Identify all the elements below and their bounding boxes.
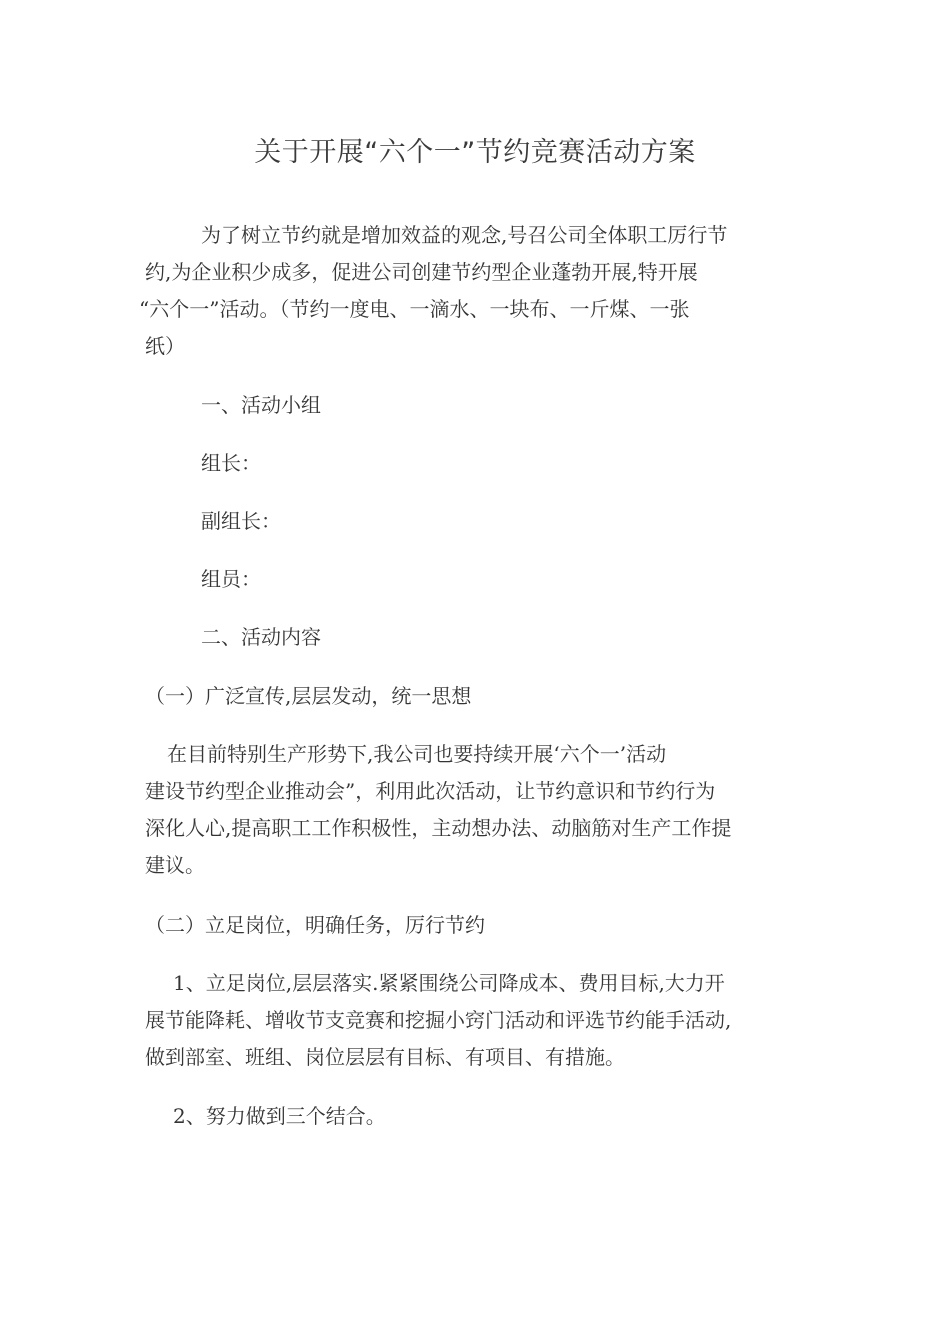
deputy-leader-label: 副组长： [201,509,281,533]
sub2-item1-line-2: 展节能降耗、增收节支竞赛和挖掘小窍门活动和评选节约能手活动, [145,1008,732,1032]
subsection-1-paragraph [145,736,805,884]
sub2-item1-line-3: 做到部室、班组、岗位层层有目标、有项目、有措施。 [145,1045,625,1069]
section-2-heading: 二、活动内容 [201,625,321,649]
subsection-2-item-2: 2、努力做到三个结合。 [173,1104,386,1128]
intro-line-1: 为了树立节约就是增加效益的观念,号召公司全体职工厉行节 [201,223,728,247]
intro-line-2: 约,为企业积少成多，促进公司创建节约型企业蓬勃开展,特开展 [145,260,698,284]
sub1-line-3: 深化人心,提高职工工作积极性，主动想办法、动脑筋对生产工作提 [145,816,732,840]
subsection-1-heading: （一）广泛宣传,层层发动，统一思想 [145,684,472,708]
intro-paragraph [139,217,805,365]
document-title: 关于开展“六个一”节约竞赛活动方案 [254,137,696,168]
intro-line-3: “六个一”活动。（节约一度电、一滴水、一块布、一斤煤、一张 [139,297,690,321]
subsection-2-heading: （二）立足岗位，明确任务，厉行节约 [145,913,485,937]
sub1-line-2: 建设节约型企业推动会”，利用此次活动，让节约意识和节约行为 [145,779,716,803]
sub1-line-4: 建议。 [145,853,205,877]
subsection-2-item-1 [145,965,805,1076]
members-label: 组员： [201,567,261,591]
group-leader-label: 组长： [201,451,261,475]
intro-line-4: 纸） [145,334,185,358]
section-1-heading: 一、活动小组 [201,393,321,417]
sub1-line-1: 在目前特别生产形势下,我公司也要持续开展‘六个一’活动 [167,742,667,766]
sub2-item1-line-1: 1、立足岗位,层层落实.紧紧围绕公司降成本、费用目标,大力开 [173,971,725,995]
